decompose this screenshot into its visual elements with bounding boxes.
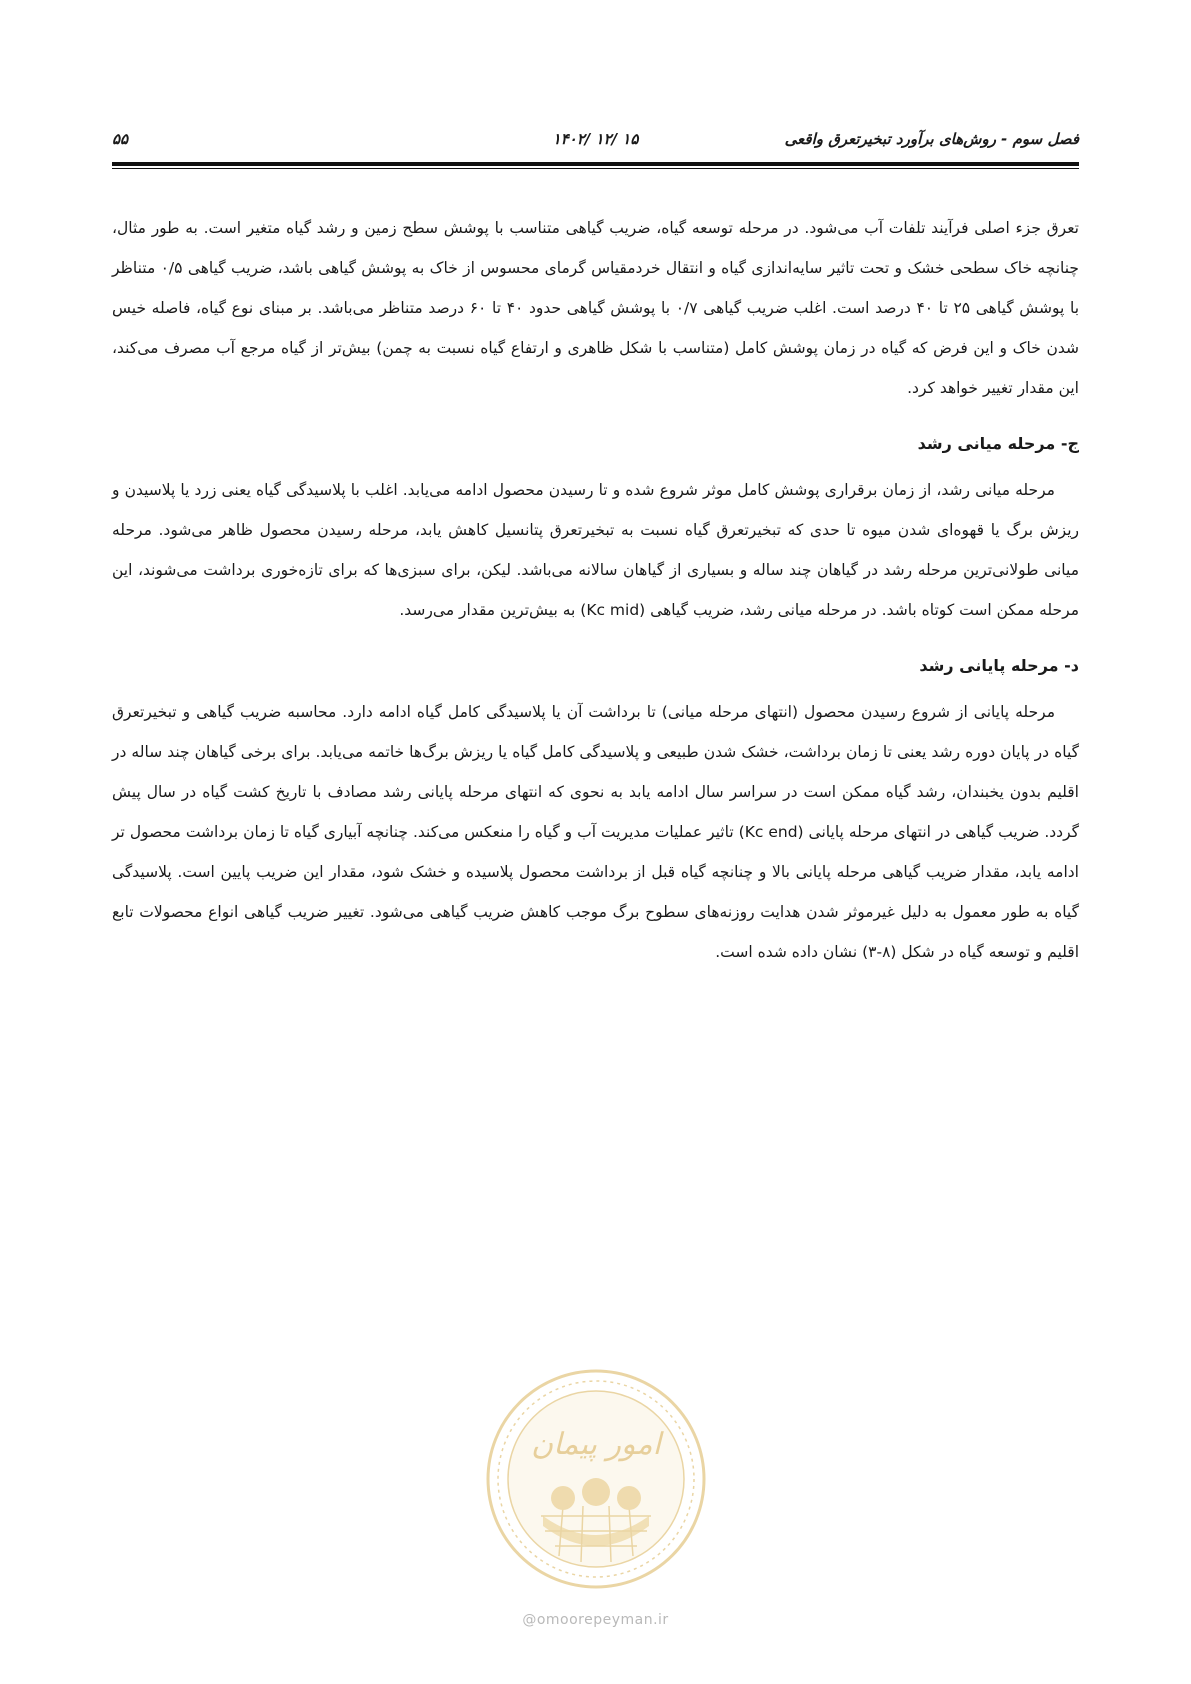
page-number: ۵۵ [112,130,129,148]
header-rule-thin [112,168,1079,169]
kc-mid-symbol: Kc mid [586,601,640,619]
intro-paragraph: تعرق جزء اصلی فرآیند تلفات آب می‌شود. در مرحله توسعه گیاه، ضریب گیاهی متناسب با پوشش سطح زمین و رشد گیاه متغیر است. به طور مثال، چنانچه خاک سطحی خشک و تحت تاثیر سایه‌اندازی گیاه و انتقال خردمقیاس گرمای محسوس از خاک به پوشش گیاهی باشد، ضریب گیاهی ۰/۵ متناظر با پوشش گیاهی ۲۵ تا ۴۰ درصد است. اغلب ضریب گیاهی ۰/۷ با پوشش گیاهی حدود ۴۰ تا ۶۰ درصد متناظر می‌باشد. بر مبنای نوع گیاه، فاصله خیس شدن خاک و این فرض که گیاه در زمان پوشش کامل (متناسب با شکل ظاهری و ارتفاع گیاه نسبت به چمن) بیش‌تر از گیاه مرجع آب مصرف می‌کند، این مقدار تغییر خواهد کرد. [112,219,1080,397]
header-date: ۱۴۰۲/ ۱۲/ ۱۵ [552,130,639,148]
chapter-title: فصل سوم - روش‌های برآورد تبخیرتعرق واقعی [784,130,1079,148]
website-footer: @omoorepeyman.ir [522,1612,669,1628]
mid-stage-text-after: ) به بیش‌ترین مقدار می‌رسد. [399,601,587,619]
header-rule-thick [112,162,1079,166]
section-heading-mid-stage: ج- مرحله میانی رشد [917,434,1079,453]
page-header [112,130,1079,152]
end-stage-text-before: مرحله پایانی از شروع رسیدن محصول (انتهای مرحله میانی) تا برداشت آن یا پلاسیدگی کامل گیاه ادامه دارد. محاسبه ضریب گیاهی و تبخیرتعرق گیاه در پایان دوره رشد یعنی تا زمان برداشت، خشک شدن طبیعی و پلاسیدگی کامل گیاه یا ریزش برگ‌ها خاتمه می‌یابد. برای برخی گیاهان چند ساله در اقلیم بدون یخبندان، رشد گیاه ممکن است در سراسر سال ادامه یابد به نحوی که انتهای مرحله پایانی رشد مصادف با تاریخ کشت گیاه در سال پیش گردد. ضریب گیاهی در انتهای مرحله پایانی ( [112,703,1080,841]
omoorepeyman-emblem-icon [483,1366,709,1592]
emblem-logo-text: امور پیمان [531,1427,661,1462]
section-heading-end-stage: د- مرحله پایانی رشد [919,656,1079,675]
mid-stage-paragraph [112,470,1079,630]
end-stage-paragraph [112,692,1079,972]
end-stage-text-after: ) تاثیر عملیات مدیریت آب و گیاه را منعکس می‌کند. چنانچه آبیاری گیاه تا زمان برداشت محصول تر ادامه یابد، مقدار ضریب گیاهی مرحله پایانی بالا و چنانچه گیاه قبل از برداشت محصول پلاسیده و خشک شود، مقدار این ضریب پایین است. پلاسیدگی گیاه به طور معمول به دلیل غیرموثر شدن هدایت روزنه‌های سطوح برگ موجب کاهش ضریب گیاهی می‌شود. تغییر ضریب گیاهی انواع محصولات تابع اقلیم و توسعه گیاه در شکل (۸-۳) نشان داده شده است. [112,823,1079,961]
page-body [112,208,1079,972]
mid-stage-text-before: مرحله میانی رشد، از زمان برقراری پوشش کامل موثر شروع شده و تا رسیدن محصول ادامه می‌یابد. اغلب با پلاسیدگی گیاه یعنی زرد یا پلاسیدن و ریزش برگ یا قهوه‌ای شدن میوه تا حدی که تبخیرتعرق گیاه نسبت به تبخیرتعرق پتانسیل کاهش یابد، مرحله رسیدن محصول ظاهر می‌شود. مرحله میانی طولانی‌ترین مرحله رشد در گیاهان چند ساله و بسیاری از گیاهان سالانه می‌باشد. لیکن، برای سبزی‌ها که برای تازه‌خوری برداشت می‌شوند، این مرحله ممکن است کوتاه باشد. در مرحله میانی رشد، ضریب گیاهی ( [112,481,1079,619]
kc-end-symbol: Kc end [744,823,798,841]
